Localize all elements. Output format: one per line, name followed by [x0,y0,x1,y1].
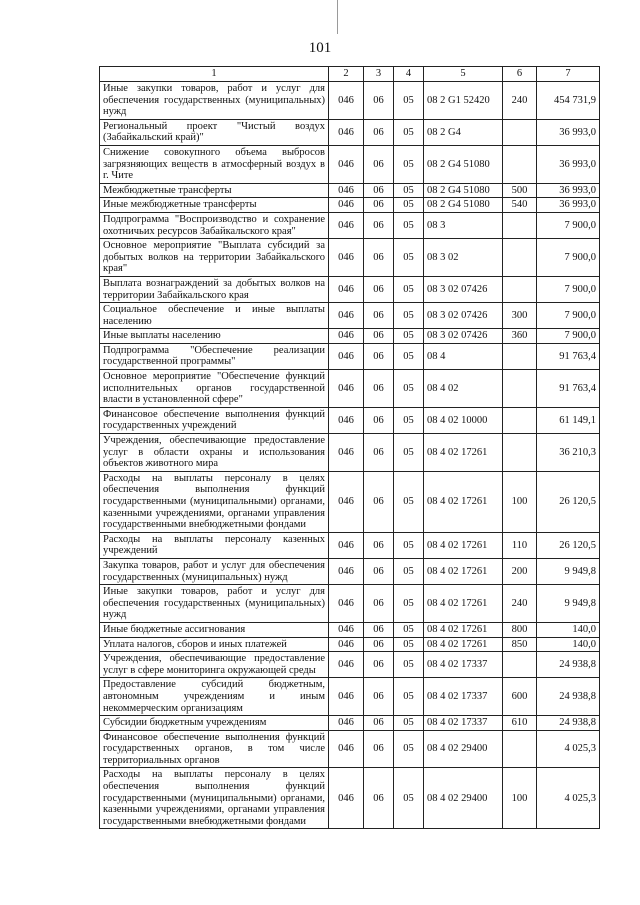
row-expense-type [503,730,537,768]
row-expense-type: 100 [503,471,537,532]
row-amount: 91 763,4 [537,370,600,408]
row-section: 06 [364,183,394,198]
row-name: Основное мероприятие "Выплата субсидий за добытых волков на территории Забайкальского края" [100,239,329,277]
row-amount: 7 900,0 [537,212,600,238]
row-name: Учреждения, обеспечивающие предоставление услуг в сфере мониторинга окружающей среды [100,652,329,678]
table-row [100,730,600,768]
row-section: 06 [364,678,394,716]
row-subsection: 05 [394,198,424,213]
row-section: 06 [364,303,394,329]
row-expense-type: 540 [503,198,537,213]
table-row [100,183,600,198]
row-section: 06 [364,329,394,344]
row-expense-type [503,212,537,238]
row-target-item: 08 4 02 17261 [424,532,503,558]
row-subsection: 05 [394,370,424,408]
table-row [100,558,600,584]
row-amount: 36 993,0 [537,145,600,183]
row-expense-type: 360 [503,329,537,344]
row-amount: 140,0 [537,622,600,637]
row-name: Основное мероприятие "Обеспечение функций исполнительных органов государственной власти в установленной сфере" [100,370,329,408]
row-name: Подпрограмма "Обеспечение реализации государственной программы" [100,343,329,369]
row-amount: 91 763,4 [537,343,600,369]
row-expense-type: 600 [503,678,537,716]
row-subsection: 05 [394,652,424,678]
row-name: Иные закупки товаров, работ и услуг для обеспечения государственных (муниципальных) нужд [100,585,329,623]
row-admin-code: 046 [329,198,364,213]
row-name: Снижение совокупного объема выбросов загрязняющих веществ в атмосферный воздух в г. Чите [100,145,329,183]
table-row [100,239,600,277]
row-subsection: 05 [394,637,424,652]
row-name: Межбюджетные трансферты [100,183,329,198]
table-row [100,276,600,302]
table-row [100,407,600,433]
column-header: 6 [503,67,537,82]
row-amount: 36 210,3 [537,434,600,472]
row-target-item: 08 4 [424,343,503,369]
row-admin-code: 046 [329,716,364,731]
table-row [100,329,600,344]
row-amount: 24 938,8 [537,678,600,716]
row-target-item: 08 4 02 29400 [424,730,503,768]
table-row [100,716,600,731]
row-target-item: 08 4 02 29400 [424,768,503,829]
row-name: Учреждения, обеспечивающие предоставление услуг в области охраны и использования объектов животного мира [100,434,329,472]
row-expense-type: 300 [503,303,537,329]
row-subsection: 05 [394,622,424,637]
row-expense-type [503,343,537,369]
row-amount: 9 949,8 [537,558,600,584]
row-expense-type: 200 [503,558,537,584]
row-target-item: 08 4 02 17261 [424,434,503,472]
row-target-item: 08 4 02 17337 [424,678,503,716]
row-expense-type [503,119,537,145]
row-section: 06 [364,532,394,558]
row-expense-type: 850 [503,637,537,652]
row-target-item: 08 4 02 17261 [424,558,503,584]
fold-mark [337,0,338,34]
header-row [100,67,600,82]
row-amount: 9 949,8 [537,585,600,623]
row-target-item: 08 2 G4 51080 [424,198,503,213]
row-amount: 454 731,9 [537,82,600,120]
column-header: 5 [424,67,503,82]
row-section: 06 [364,407,394,433]
row-expense-type [503,370,537,408]
table-row [100,303,600,329]
row-name: Субсидии бюджетным учреждениям [100,716,329,731]
row-expense-type [503,239,537,277]
row-expense-type [503,145,537,183]
row-name: Иные бюджетные ассигнования [100,622,329,637]
row-subsection: 05 [394,716,424,731]
table-row [100,532,600,558]
table-row [100,622,600,637]
row-subsection: 05 [394,558,424,584]
row-admin-code: 046 [329,183,364,198]
row-name: Социальное обеспечение и иные выплаты населению [100,303,329,329]
row-target-item: 08 4 02 17261 [424,637,503,652]
table-row [100,145,600,183]
row-section: 06 [364,622,394,637]
row-expense-type [503,434,537,472]
row-admin-code: 046 [329,622,364,637]
row-subsection: 05 [394,119,424,145]
column-header: 3 [364,67,394,82]
row-target-item: 08 4 02 [424,370,503,408]
row-admin-code: 046 [329,768,364,829]
row-subsection: 05 [394,434,424,472]
row-expense-type [503,652,537,678]
row-subsection: 05 [394,585,424,623]
row-expense-type [503,407,537,433]
row-section: 06 [364,212,394,238]
row-target-item: 08 3 02 07426 [424,329,503,344]
row-name: Выплата вознаграждений за добытых волков на территории Забайкальского края [100,276,329,302]
row-section: 06 [364,198,394,213]
row-admin-code: 046 [329,652,364,678]
row-subsection: 05 [394,343,424,369]
row-subsection: 05 [394,678,424,716]
row-expense-type: 500 [503,183,537,198]
row-target-item: 08 2 G4 [424,119,503,145]
row-amount: 26 120,5 [537,471,600,532]
row-subsection: 05 [394,276,424,302]
row-admin-code: 046 [329,145,364,183]
row-section: 06 [364,558,394,584]
row-admin-code: 046 [329,239,364,277]
row-name: Расходы на выплаты персоналу казенных учреждений [100,532,329,558]
table-row [100,343,600,369]
row-expense-type: 110 [503,532,537,558]
row-admin-code: 046 [329,558,364,584]
row-admin-code: 046 [329,343,364,369]
row-subsection: 05 [394,183,424,198]
row-expense-type: 100 [503,768,537,829]
row-subsection: 05 [394,239,424,277]
row-target-item: 08 4 02 10000 [424,407,503,433]
row-amount: 24 938,8 [537,716,600,731]
row-name: Финансовое обеспечение выполнения функций государственных учреждений [100,407,329,433]
table-row [100,585,600,623]
row-name: Иные межбюджетные трансферты [100,198,329,213]
row-section: 06 [364,145,394,183]
row-name: Расходы на выплаты персоналу в целях обеспечения выполнения функций государственными (муниципальными) органами, казенными учреждениями, органами управления государственными внебюджетными фондами [100,768,329,829]
row-target-item: 08 4 02 17261 [424,622,503,637]
row-subsection: 05 [394,303,424,329]
page-number: 101 [308,40,332,56]
row-expense-type [503,276,537,302]
row-target-item: 08 3 02 07426 [424,276,503,302]
row-admin-code: 046 [329,329,364,344]
row-amount: 140,0 [537,637,600,652]
row-target-item: 08 2 G4 51080 [424,183,503,198]
table-row [100,370,600,408]
table-row [100,471,600,532]
row-section: 06 [364,652,394,678]
row-amount: 26 120,5 [537,532,600,558]
row-subsection: 05 [394,145,424,183]
row-name: Предоставление субсидий бюджетным, автономным учреждениям и иным некоммерческим организациям [100,678,329,716]
row-subsection: 05 [394,768,424,829]
row-admin-code: 046 [329,407,364,433]
row-subsection: 05 [394,730,424,768]
row-amount: 61 149,1 [537,407,600,433]
row-admin-code: 046 [329,471,364,532]
column-header: 2 [329,67,364,82]
row-name: Расходы на выплаты персоналу в целях обеспечения выполнения функций государственными (муниципальными) органами, казенными учреждениями, органами управления государственными внебюджетными фондами [100,471,329,532]
table-row [100,434,600,472]
row-target-item: 08 3 [424,212,503,238]
row-section: 06 [364,239,394,277]
row-subsection: 05 [394,329,424,344]
row-admin-code: 046 [329,730,364,768]
row-subsection: 05 [394,407,424,433]
row-section: 06 [364,276,394,302]
row-amount: 36 993,0 [537,198,600,213]
row-admin-code: 046 [329,637,364,652]
row-section: 06 [364,637,394,652]
row-section: 06 [364,343,394,369]
table-row [100,678,600,716]
row-target-item: 08 4 02 17261 [424,585,503,623]
row-section: 06 [364,370,394,408]
row-admin-code: 046 [329,532,364,558]
row-expense-type: 240 [503,585,537,623]
row-admin-code: 046 [329,119,364,145]
row-amount: 36 993,0 [537,119,600,145]
row-expense-type: 240 [503,82,537,120]
row-section: 06 [364,471,394,532]
row-target-item: 08 4 02 17261 [424,471,503,532]
row-target-item: 08 2 G4 51080 [424,145,503,183]
row-subsection: 05 [394,212,424,238]
row-amount: 7 900,0 [537,303,600,329]
row-amount: 36 993,0 [537,183,600,198]
row-name: Уплата налогов, сборов и иных платежей [100,637,329,652]
row-name: Закупка товаров, работ и услуг для обеспечения государственных (муниципальных) нужд [100,558,329,584]
row-target-item: 08 4 02 17337 [424,652,503,678]
row-name: Иные закупки товаров, работ и услуг для обеспечения государственных (муниципальных) нужд [100,82,329,120]
row-section: 06 [364,730,394,768]
row-admin-code: 046 [329,303,364,329]
table-row [100,652,600,678]
table-row [100,82,600,120]
row-subsection: 05 [394,532,424,558]
row-expense-type: 610 [503,716,537,731]
row-admin-code: 046 [329,82,364,120]
row-amount: 4 025,3 [537,768,600,829]
column-header: 7 [537,67,600,82]
row-name: Финансовое обеспечение выполнения функций государственных органов, в том числе территориальных органов [100,730,329,768]
row-subsection: 05 [394,82,424,120]
row-amount: 24 938,8 [537,652,600,678]
row-section: 06 [364,119,394,145]
row-section: 06 [364,82,394,120]
row-admin-code: 046 [329,212,364,238]
row-amount: 7 900,0 [537,276,600,302]
row-name: Иные выплаты населению [100,329,329,344]
row-admin-code: 046 [329,370,364,408]
row-amount: 7 900,0 [537,239,600,277]
table-row [100,119,600,145]
row-target-item: 08 4 02 17337 [424,716,503,731]
column-header: 1 [100,67,329,82]
row-amount: 7 900,0 [537,329,600,344]
row-admin-code: 046 [329,434,364,472]
row-amount: 4 025,3 [537,730,600,768]
row-admin-code: 046 [329,678,364,716]
table-row [100,637,600,652]
row-name: Региональный проект "Чистый воздух (Забайкальский край)" [100,119,329,145]
row-target-item: 08 3 02 [424,239,503,277]
column-header: 4 [394,67,424,82]
row-admin-code: 046 [329,585,364,623]
row-subsection: 05 [394,471,424,532]
row-name: Подпрограмма "Воспроизводство и сохранение охотничьих ресурсов Забайкальского края" [100,212,329,238]
row-expense-type: 800 [503,622,537,637]
table-row [100,212,600,238]
row-admin-code: 046 [329,276,364,302]
row-section: 06 [364,434,394,472]
table-row [100,198,600,213]
table-row [100,768,600,829]
row-section: 06 [364,585,394,623]
budget-table [99,66,600,829]
row-target-item: 08 3 02 07426 [424,303,503,329]
row-section: 06 [364,716,394,731]
row-section: 06 [364,768,394,829]
row-target-item: 08 2 G1 52420 [424,82,503,120]
